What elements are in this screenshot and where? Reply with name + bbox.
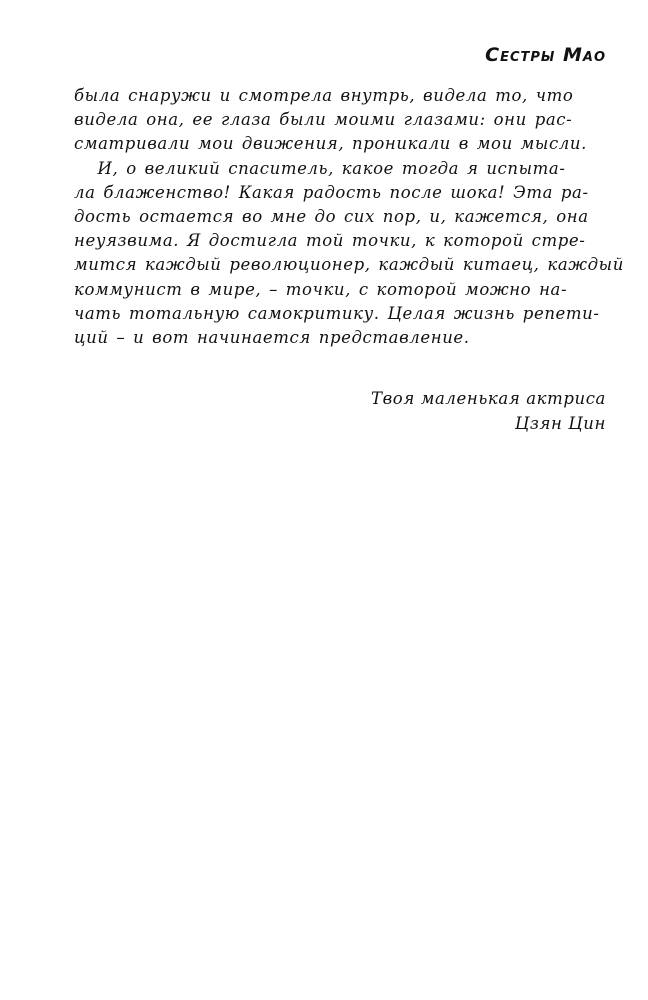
- text-line: чать тотальную самокритику. Целая жизнь репети-: [74, 303, 600, 323]
- text-line: мится каждый революционер, каждый китаец, каждый: [74, 255, 624, 275]
- running-title: Сестры Мао: [485, 44, 606, 66]
- text-line: была снаружи и смотрела внутрь, видела то, что: [74, 86, 574, 105]
- text-line: И, о великий спаситель, какое тогда я испыта-: [74, 158, 566, 178]
- letter-closing: Твоя маленькая актриса: [370, 389, 606, 408]
- text-line: сматривали мои движения, проникали в мои мысли.: [74, 134, 587, 154]
- text-line: дость остается во мне до сих пор, и, кажется, она: [74, 207, 589, 227]
- text-line: видела она, ее глаза были моими глазами: они рас-: [74, 110, 573, 130]
- text-line: неуязвима. Я достигла той точки, к которой стре-: [74, 231, 586, 251]
- text-line: ций – и вот начинается представление.: [74, 328, 470, 348]
- letter-body: [74, 84, 624, 350]
- letter-signature: Цзян Цин: [514, 414, 606, 433]
- text-line: ла блаженство! Какая радость после шока! Эта ра-: [74, 182, 589, 202]
- text-line: коммунист в мире, – точки, с которой можно на-: [74, 279, 568, 299]
